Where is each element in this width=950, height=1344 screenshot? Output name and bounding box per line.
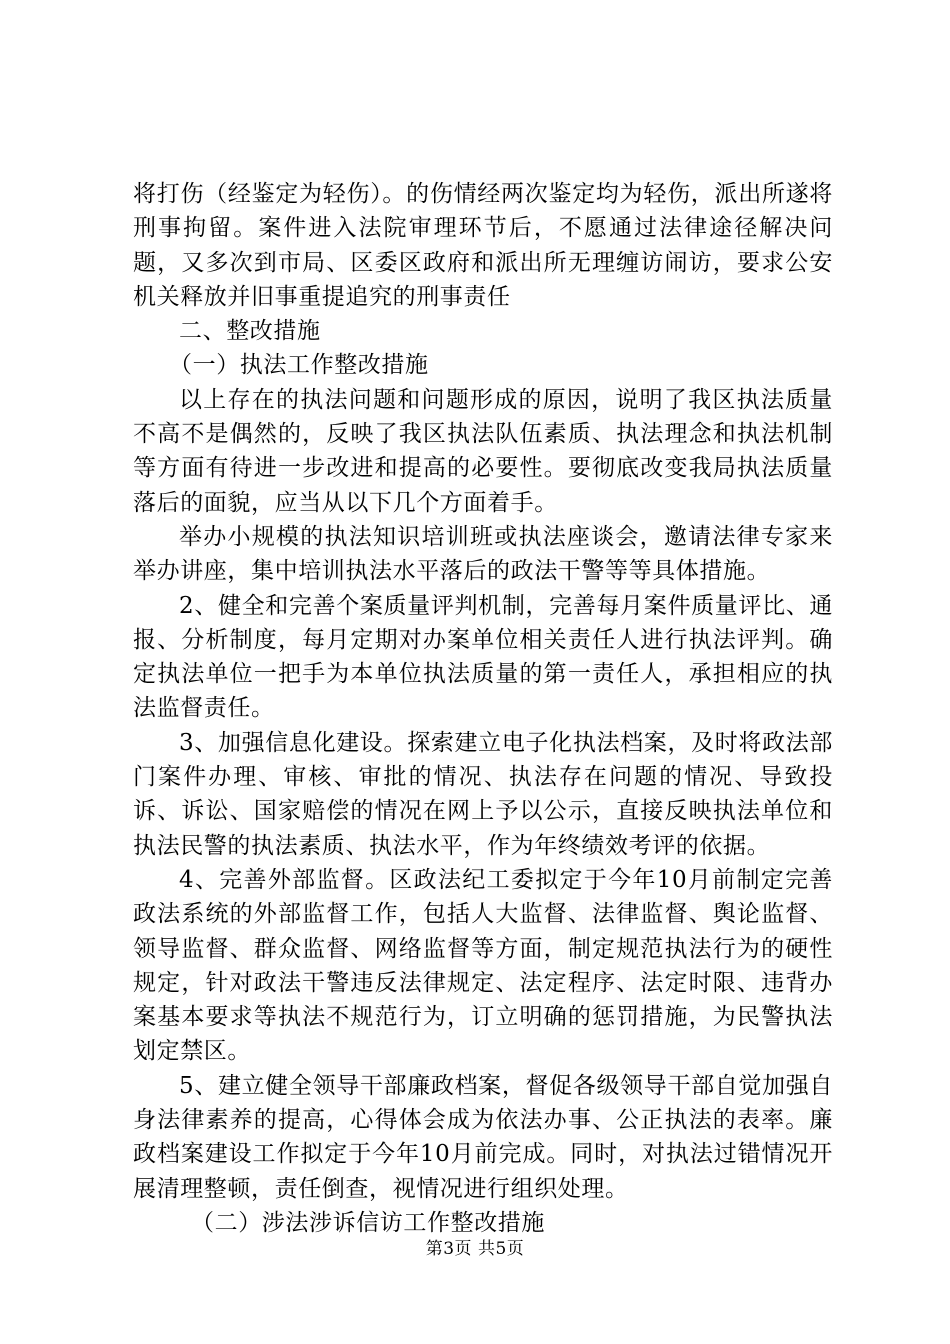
paragraph-case-description: 将打伤（经鉴定为轻伤）。的伤情经两次鉴定均为轻伤，派出所遂将刑事拘留。案件进入法院审理环节后，不愿通过法律途径解决问题，又多次到市局、区委区政府和派出所无理缠访闹访，要求公安机关释放并旧事重提追究的刑事责任: [133, 181, 833, 310]
paragraph-problem-summary: 以上存在的执法问题和问题形成的原因，说明了我区执法质量不高不是偶然的，反映了我区执法队伍素质、执法理念和执法机制等方面有待进一步改进和提高的必要性。要彻底改变我局执法质量落后的面貌，应当从以下几个方面着手。: [133, 386, 833, 516]
subheading-petition-measures: （二）涉法涉诉信访工作整改措施: [191, 1209, 545, 1236]
paragraph-item-2: 2、健全和完善个案质量评判机制，完善每月案件质量评比、通报、分析制度，每月定期对办案单位相关责任人进行执法评判。确定执法单位一把手为本单位执法质量的第一责任人，承担相应的执法监督责任。: [133, 592, 833, 722]
page-number-footer: 第3页 共5页: [425, 1239, 525, 1259]
heading-rectification-measures: 二、整改措施: [179, 318, 321, 345]
subheading-law-enforcement-measures: （一）执法工作整改措施: [169, 352, 429, 379]
paragraph-item-5: 5、建立健全领导干部廉政档案，督促各级领导干部自觉加强自身法律素养的提高，心得体会成为依法办事、公正执法的表率。廉政档案建设工作拟定于今年10月前完成。同时，对执法过错情况开展清理整顿，责任倒查，视情况进行组织处理。: [133, 1072, 833, 1202]
paragraph-training-measure: 举办小规模的执法知识培训班或执法座谈会，邀请法律专家来举办讲座，集中培训执法水平落后的政法干警等等具体措施。: [133, 523, 833, 585]
paragraph-item-4: 4、完善外部监督。区政法纪工委拟定于今年10月前制定完善政法系统的外部监督工作，包括人大监督、法律监督、舆论监督、领导监督、群众监督、网络监督等方面，制定规范执法行为的硬性规定，针对政法干警违反法律规定、法定程序、法定时限、违背办案基本要求等执法不规范行为，订立明确的惩罚措施，为民警执法划定禁区。: [133, 866, 833, 1065]
document-body: [133, 177, 833, 1240]
paragraph-item-3: 3、加强信息化建设。探索建立电子化执法档案，及时将政法部门案件办理、审核、审批的情况、执法存在问题的情况、导致投诉、诉讼、国家赔偿的情况在网上予以公示，直接反映执法单位和执法民警的执法素质、执法水平，作为年终绩效考评的依据。: [133, 729, 833, 859]
